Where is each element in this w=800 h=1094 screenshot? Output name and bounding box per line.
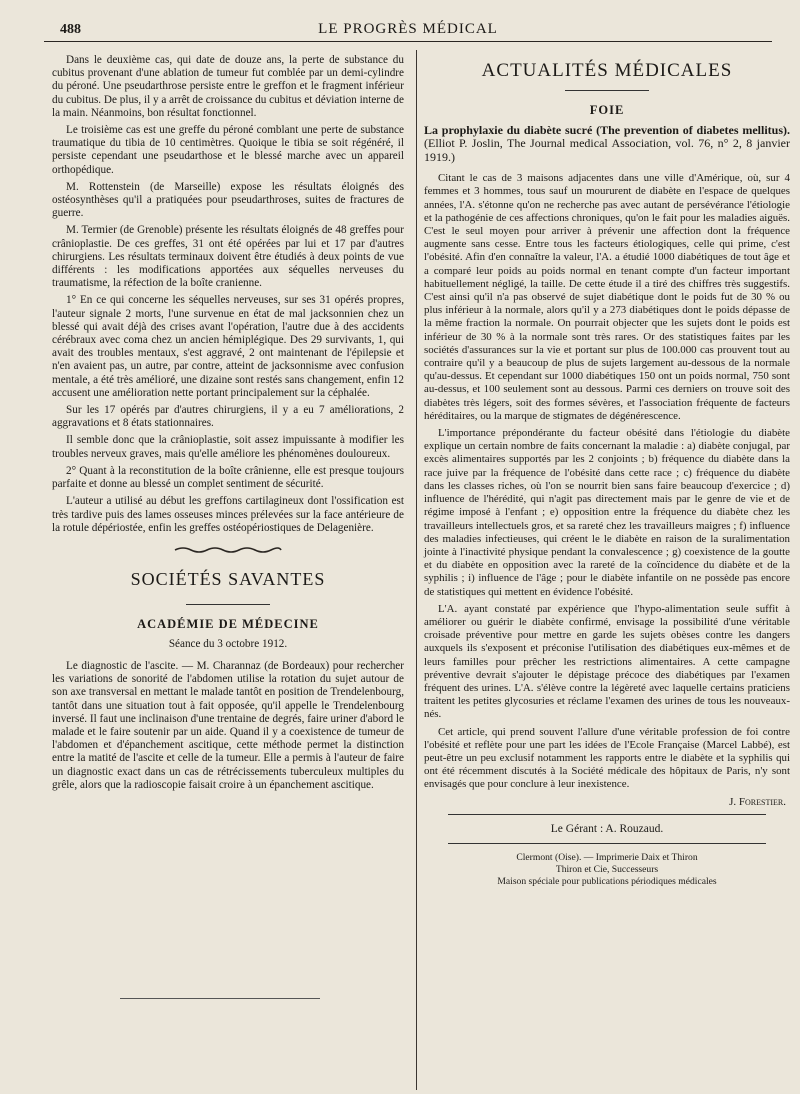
societes-savantes-title: SOCIÉTÉS SAVANTES (130, 568, 326, 589)
imprint-rule (448, 814, 766, 815)
page-number: 488 (60, 22, 81, 37)
paragraph: M. Termier (de Grenoble) présente les résultats éloignés de 48 greffes pour crânioplastie. De ces greffes, 31 ont été opérées par lui et 17 par d'autres chirurgiens. Les résultats terminaux doivent être étudiés à deux points de vue différents : les modifications apportées aux séquelles nerveuses du traumatisme, la réfection de la boîte cranienne. (52, 224, 404, 290)
paragraph: L'auteur a utilisé au début les greffons cartilagineux dont l'ossification est très tardive puis des lames osseuses minces prélevées sur la face antérieure de la rotule dépériostée, enfin les greffes ostéopériostiques de Delagenière. (52, 495, 404, 534)
paragraph: L'importance prépondérante du facteur obésité dans l'étiologie du diabète explique un certain nombre de faits concernant la maladie : a) diabète conjugal, par excès alimentaires supportés par les 2 conjoints ; b) fréquence du diabète dans la race juive par la fréquence de l'obésité dans cette race ; c) fréquence du diabète dans les classes riches, où l'on se nourrit bien sans faire beaucoup d'exercice ; d) influence de l'hérédité, qui n'agit pas directement mais par le genre de vie et de régime imposé à l'enfant ; e) opposition entre la fréquence du diabète chez les travailleurs intellectuels gros, et sa rareté chez les travailleurs maigres ; f) influence des maladies infectieuses, qui créent le le diabète en raison de la suralimentation jointe à l'inactivité physique pendant la convalescence ; g) coexistence de la goutte et du diabète en opposition avec la rareté de la coïncidence du diabète et de la syphilis ; i) influence de l'âge ; pour le diabète infantile on ne possède pas encore de statistiques qui mettent en évidence l'obésité. (424, 427, 790, 598)
article-title: La prophylaxie du diabète sucré (The prevention of diabetes mellitus). (424, 123, 790, 137)
author-signature: J. Forestier. (729, 795, 786, 808)
imprint-line: Thiron et Cie, Successeurs (555, 863, 659, 875)
imprint-line: Maison spéciale pour publications périodiques médicales (497, 875, 717, 887)
paragraph: 1° En ce qui concerne les séquelles nerveuses, sur ses 31 opérés propres, l'auteur signale 2 morts, l'une survenue en état de mal jacksonnien chez un blessé qui avait déjà des crises avant l'opération, l'autre due à des accidents cérébraux avec coma chez un ancien hémiplégique. Des 29 survivants, 1, qui avait des troubles mentaux, s'est aggravé, 2 ont maintenant de l'épilepsie et n'en avaient pas, un autre, par contre, atteint de jacksonnisme avec confusion mentale, a été très amélioré, une dizaine sont restés sans changement, enfin 12 accusent une amélioration nette portant principalement sur la céphalée. (52, 294, 404, 399)
subsection-foie: FOIE (589, 103, 625, 117)
paragraph: Le troisième cas est une greffe du péroné comblant une perte de substance traumatique du tibia de 10 centimètres. Quoique le tibia se soit régénéré, il persiste cependant une pseudarthose et le blessé marche avec un appareil orthopédique. (52, 124, 404, 176)
paragraph: Citant le cas de 3 maisons adjacentes dans une ville d'Amérique, où, sur 4 femmes et 3 hommes, tous sauf un moururent de diabète en l'espace de quelques années, l'A. s'étonne qu'on ne recherche pas avec autant de persévérance l'étiologie et la pathogénie de ces affections chroniques, qu'on le fait pour les maladies aiguës. C'est le seul moyen pour arriver à prévenir une affection dont la fréquence augmente sans cesse. Entre tous les facteurs étiologiques, celle qui prime, c'est l'obésité. Afin d'en connaître la valeur, l'A. a étudié 1000 diabétiques de tout âge et a comparé leur poids au poids normal en tenant compte d'un facteur important habituellement négligé, la taille. De cette étude il a tiré des chiffres très suggestifs. C'est ainsi qu'il n'a pas observé de sujet diabétique dont le poids fut de 30 % ou plus inférieur à la normale, alors qu'il y a 273 diabétiques dont le poids dépasse de la même fraction la normale. On pourrait objecter que les sujets dont le poids est inférieur de 30 % à la normale sont très rares. Or des statistiques faites par les sociétés d'assurances sur la vie et portant sur plus de 100.000 cas prouvent tout au contraire qu'il y a beaucoup de plus de sujets largement au-dessous de la normale qu'au-dessus. Et cependant sur 1000 diabétiques 150 ont un poids normal, 750 sont au-dessus, et 100 seulement sont au dessous. Parmi ces derniers on trouve soit des diabètes très légers, soit des formes sévères, et l'association fréquente de facteurs héréditaires, ou la marque de stigmates de dégénérescence. (424, 172, 790, 422)
page-header (44, 18, 772, 42)
seance-date: Séance du 3 octobre 1912. (168, 637, 288, 650)
title-rule (565, 90, 649, 91)
right-column (424, 60, 790, 888)
paragraph: M. Rottenstein (de Marseille) expose les résultats éloignés des ostéosynthèses qu'il a pratiquées pour pseudarthroses, suites de fractures de guerre. (52, 180, 404, 220)
actualites-title: ACTUALITÉS MÉDICALES (481, 60, 733, 81)
paragraph: Dans le deuxième cas, qui date de douze ans, la perte de substance du cubitus provenant d'une ablation de tumeur fut comblée par un demi-cylindre du péroné. Une pseudarthrose persiste entre le greffon et le fragment inférieur du cubitus. De plus, il y a arrêt de croissance du cubitus et déviation interne de la main. Néanmoins, bon résultat fonctionnel. (52, 54, 404, 119)
paragraph: L'A. ayant constaté par expérience que l'hypo-alimentation seule suffit à améliorer ou guérir le diabète confirmé, envisage la possibilité d'une véritable croisade préventive pour mettre en garde les sujets obèses contre les dangers auxquels ils s'exposent et préconise l'utilisation des diabétiques eux-mêmes et de leurs familles pour prêcher les restrictions alimentaires. A cette campagne préventive devrait s'ajouter le dépistage précoce des diabétiques par l'examen fréquent des urines. L'A. s'élève contre la légèreté avec laquelle certains praticiens traitent les petites glycosuries et réclame l'examen des urines de tous les nouveaux-nés. (424, 602, 790, 721)
academie-title: ACADÉMIE DE MÉDECINE (137, 616, 319, 631)
column-divider (416, 50, 417, 1090)
paragraph: Il semble donc que la crânioplastie, soit assez impuissante à modifier les troubles nerveux graves, mais qu'elle améliore les phénomènes douloureux. (52, 434, 404, 460)
gerant-line: Le Gérant : A. Rouzaud. (550, 822, 664, 835)
paragraph: Cet article, qui prend souvent l'allure d'une véritable profession de foi contre l'obésité et reflète pour une part les idées de l'Ecole Française (Marcel Labbé), est peut-être un peu exclusif notamment les rapports entre le diabète et la syphilis qui ont été récemment discutés à la Société médicale des hôpitaux de Paris, n'y sont envisagés que pour conclure à leur inexistence. (424, 725, 790, 791)
title-rule (186, 604, 270, 605)
paragraph: 2° Quant à la reconstitution de la boîte crânienne, elle est presque toujours parfaite et donne au blessé un complet sentiment de sécurité. (52, 464, 404, 491)
article-reference: (Elliot P. Joslin, The Journal medical Association, vol. 76, n° 2, 8 janvier 1919.) (424, 136, 790, 164)
ornament-divider (173, 545, 283, 555)
journal-title: LE PROGRÈS MÉDICAL (318, 21, 498, 37)
ascite-paragraph: Le diagnostic de l'ascite. — M. Charannaz (de Bordeaux) pour rechercher les variations de sonorité de l'abdomen utilise la rotation du sujet autour de son axe transversal en mettant le malade tantôt en position de Trendelenbourg, tantôt dans une situation tout à fait opposée, qu'il appelle le Trendelenbourg inversé. Il faut une inclinaison d'une trentaine de degrés, faire uriner d'abord le malade et le faire soutenir par un aide. Quand il y a coexistence de tumeur de l'abdomen et d'épanchement ascitique, cette méthode permet la distinction entre la matité de l'ascite et celle de la tumeur. Elle a permis à l'auteur de faire un diagnostic exact dans un cas de rétrécissements tuberculeux multiples du grêle, alors que la radioscopie faisait croire à un épanchement ascitique. (52, 659, 404, 791)
left-column (52, 54, 404, 796)
imprint-line: Clermont (Oise). — Imprimerie Daix et Thiron (516, 851, 698, 863)
article-headline (424, 124, 790, 164)
end-rule (120, 998, 320, 999)
paragraph: Sur les 17 opérés par d'autres chirurgiens, il y a eu 7 améliorations, 2 aggravations et 8 états stationnaires. (52, 404, 404, 430)
imprint-rule (448, 843, 766, 844)
